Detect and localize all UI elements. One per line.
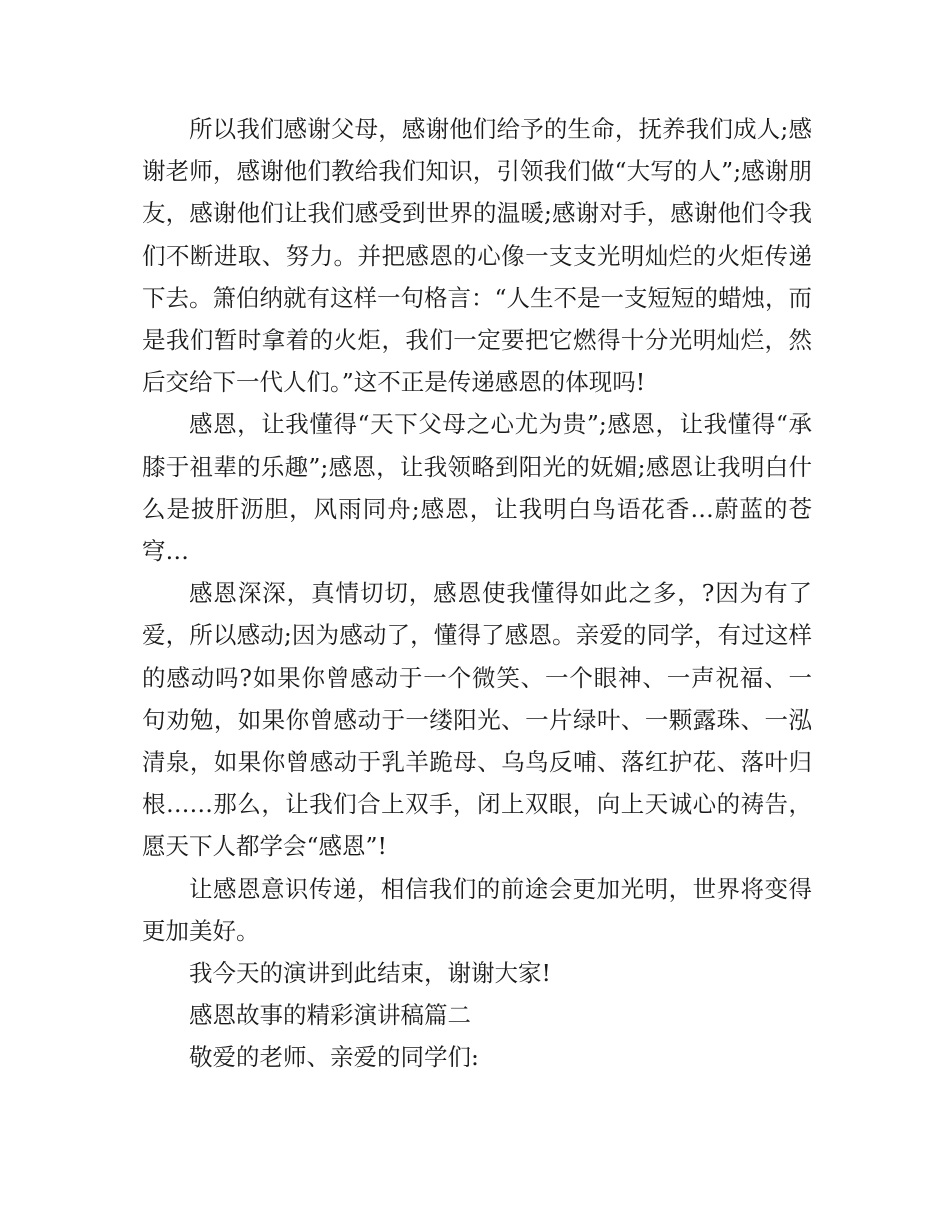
- paragraph-gratitude-moved: 感恩深深，真情切切，感恩使我懂得如此之多，?因为有了爱，所以感动;因为感动了，懂得了感恩。亲爱的同学，有过这样的感动吗?如果你曾感动于一个微笑、一个眼神、一声祝福、一句劝勉，如果你曾感动于一缕阳光、一片绿叶、一颗露珠、一泓清泉，如果你曾感动于乳羊跪母、乌鸟反哺、落红护花、落叶归根……那么，让我们合上双手，闭上双眼，向上天诚心的祷告，愿天下人都学会“感恩”!: [142, 579, 812, 861]
- paragraph-gratitude-teaches: 感恩，让我懂得“天下父母之心尤为贵”;感恩，让我懂得“承膝于祖辈的乐趣”;感恩，让我领略到阳光的妩媚;感恩让我明白什么是披肝沥胆，风雨同舟;感恩，让我明白鸟语花香…蔚蓝的苍穹…: [142, 410, 812, 566]
- paragraph-pass-on-gratitude: 让感恩意识传递，相信我们的前途会更加光明，世界将变得更加美好。: [142, 874, 812, 945]
- paragraph-closing: 我今天的演讲到此结束，谢谢大家!: [189, 959, 551, 988]
- document-body: [142, 108, 812, 1079]
- paragraph-gratitude-torch: 所以我们感谢父母，感谢他们给予的生命，抚养我们成人;感谢老师，感谢他们教给我们知识，引领我们做“大写的人”;感谢朋友，感谢他们让我们感受到世界的温暖;感谢对手，感谢他们令我们不断进取、努力。并把感恩的心像一支支光明灿烂的火炬传递下去。箫伯纳就有这样一句格言：“人生不是一支短短的蜡烛，而是我们暂时拿着的火炬，我们一定要把它燃得十分光明灿烂，然后交给下一代人们。”这不正是传递感恩的体现吗!: [142, 115, 813, 397]
- salutation: 敬爱的老师、亲爱的同学们:: [189, 1043, 479, 1072]
- section-heading: 感恩故事的精彩演讲稿篇二: [189, 1001, 471, 1030]
